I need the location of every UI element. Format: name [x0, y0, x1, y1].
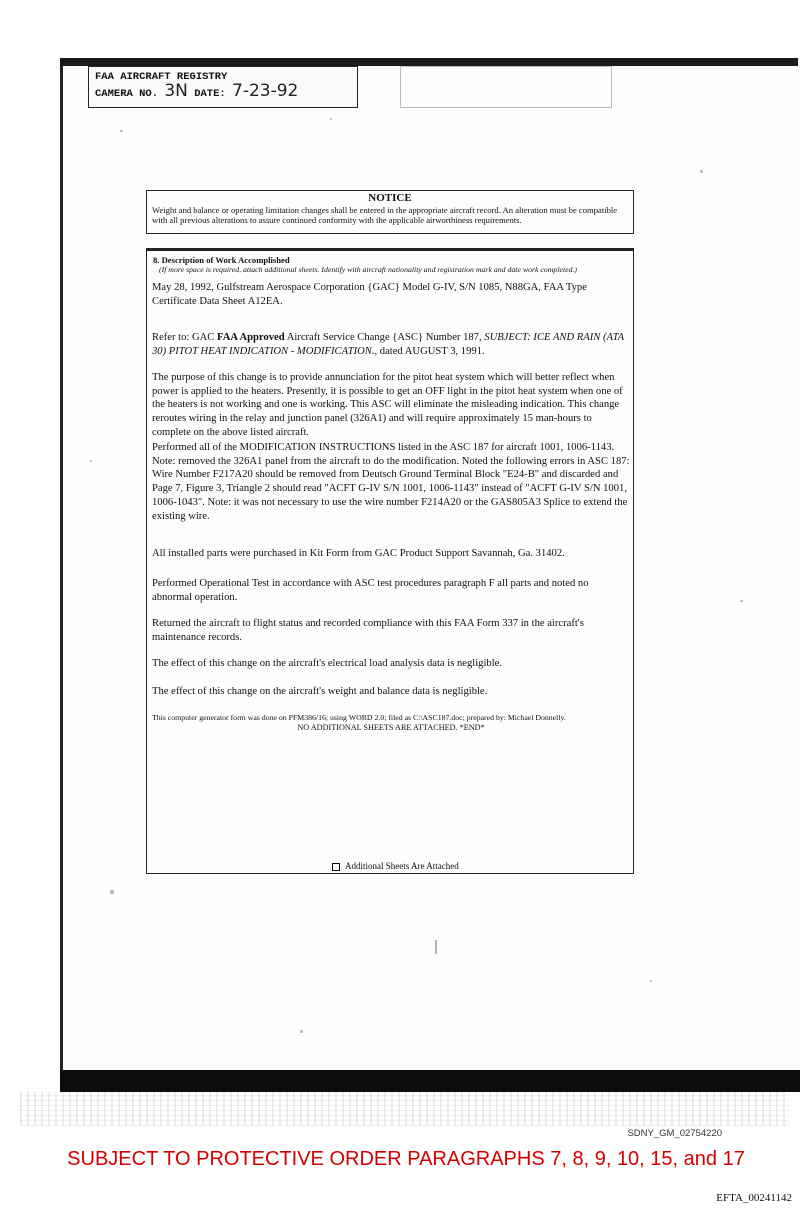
speckle: [650, 980, 652, 982]
speckle: [700, 170, 703, 173]
speckle: [300, 1030, 303, 1033]
camera-value: 3N: [164, 81, 188, 101]
paragraph-reference: [152, 331, 630, 358]
speckle: [330, 118, 332, 120]
date-label: DATE:: [194, 88, 226, 100]
paragraph-text: [152, 331, 630, 358]
paragraph-text: Performed Operational Test in accordance with ASC test procedures paragraph F all parts and noted no abnormal operation.: [152, 578, 589, 603]
ref-subject: SUBJECT: ICE AND RAIN (ATA 30) PITOT HEAT INDICATION - MODIFICATION.: [152, 332, 624, 357]
speckle: [120, 130, 123, 132]
speckle: [110, 890, 114, 894]
paragraph-purpose: [152, 371, 630, 440]
protective-order-banner: SUBJECT TO PROTECTIVE ORDER PARAGRAPHS 7, 8, 9, 10, 15, and 17: [67, 1148, 745, 1170]
additional-sheets: [332, 861, 459, 871]
paragraph-text: All installed parts were purchased in Kit Form from GAC Product Support Savannah, Ga. 31402.: [152, 548, 565, 559]
bates-number: SDNY_GM_02754220: [627, 1128, 722, 1139]
efta-number: EFTA_00241142: [716, 1192, 792, 1204]
stamp-box-blank: [400, 66, 612, 108]
paragraph-aircraft: [152, 281, 630, 308]
additional-sheets-label: Additional Sheets Are Attached: [345, 861, 459, 871]
paragraph-instructions: [152, 441, 630, 523]
scan-bottom-edge: [60, 1070, 800, 1092]
ref-date: , dated AUGUST 3, 1991.: [374, 345, 485, 357]
footer-line: This computer generator form was done on PFM386/16; using WORD 2.0; filed as C:\ASC187.doc; prepared by: Michael Donnelly.: [152, 713, 566, 722]
notice-box: [146, 190, 634, 234]
ref-prefix: Refer to: GAC: [152, 332, 218, 343]
camera-date-line: [95, 81, 299, 101]
paragraph-return: [152, 617, 630, 644]
section-title: 8. Description of Work Accomplished: [153, 255, 290, 265]
scan-top-edge: [60, 58, 798, 66]
section-instructions: (If more space is required, attach additional sheets. Identify with aircraft nationality and registration mark and date work completed.): [159, 265, 578, 274]
paragraph-weight: [152, 685, 630, 699]
speckle: [90, 460, 92, 462]
form-footer-note: [152, 713, 630, 733]
ref-asc: Aircraft Service Change {ASC} Number 187,: [284, 332, 485, 343]
notice-title: NOTICE: [368, 192, 412, 204]
paragraph-text: Performed all of the MODIFICATION INSTRUCTIONS listed in the ASC 187 for aircraft 1001, 1006-1143. Note: removed the 326A1 panel from the aircraft to do the modification. Noted the following errors in ASC 187: Wire Number F217A20 should be removed from Deutsch Ground Terminal Block "E24-B" and discarded and Page 7, Figure 3, Triangle 2 should read "ACFT G-IV S/N 1001, 1006-1143" instead of "ACFT G-IV S/N 1001, 1006-1043". Note: it was not necessary to use the wire number F214A20 or the GAS805A3 Splice to extend the existing wire.: [152, 442, 630, 522]
additional-sheets-checkbox[interactable]: [332, 863, 340, 871]
paragraph-text: The purpose of this change is to provide annunciation for the pitot heat system which will better reflect when power is applied to the heaters. Presently, it is possible to get an OFF light in the pitot heat system when one of the heaters is not working and one is working. This ASC will eliminate the misleading indication. This change reroutes wiring in the relay and junction panel (326A1) and will require approximately 15 man-hours to complete on the above listed aircraft.: [152, 372, 623, 438]
date-value: 7-23-92: [232, 81, 299, 101]
camera-label: CAMERA NO.: [95, 88, 159, 100]
notice-text: Weight and balance or operating limitation changes shall be entered in the appropriate aircraft record. An alteration must be compatible with all previous alterations to assure continued conformity with the applicable airworthiness requirements.: [152, 204, 618, 225]
work-description-box: [146, 248, 634, 874]
paragraph-text: The effect of this change on the aircraft's weight and balance data is negligible.: [152, 686, 488, 697]
ref-approved: FAA Approved: [217, 332, 285, 343]
speckle: [435, 940, 437, 954]
paragraph-text: Returned the aircraft to flight status and recorded compliance with this FAA Form 337 in the aircraft's maintenance records.: [152, 618, 584, 643]
paragraph-electrical: [152, 657, 630, 671]
registry-label: FAA AIRCRAFT REGISTRY: [95, 71, 228, 83]
scan-noise: [20, 1092, 790, 1126]
registry-stamp: [88, 66, 358, 108]
paragraph-test: [152, 577, 630, 604]
paragraph-text: May 28, 1992, Gulfstream Aerospace Corporation {GAC} Model G-IV, S/N 1085, N88GA, FAA Type Certificate Data Sheet A12EA.: [152, 282, 587, 307]
paragraph-parts: [152, 547, 630, 561]
footer-end-line: NO ADDITIONAL SHEETS ARE ATTACHED. *END*: [297, 723, 485, 732]
paragraph-text: The effect of this change on the aircraft's electrical load analysis data is negligible.: [152, 658, 502, 669]
speckle: [740, 600, 743, 602]
